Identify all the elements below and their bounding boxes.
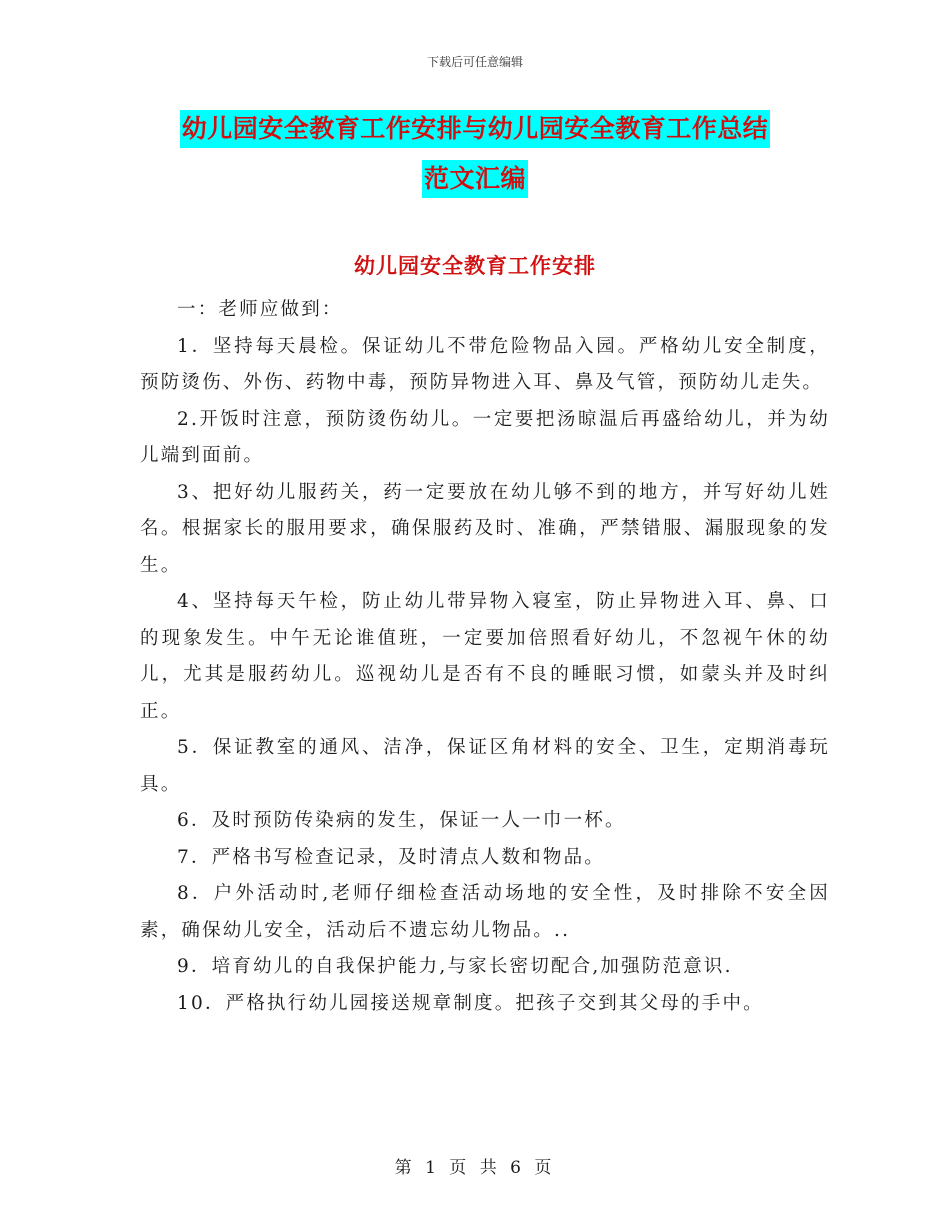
paragraph-item-7: 7．严格书写检查记录，及时清点人数和物品。 — [177, 846, 605, 868]
paragraph-item-4: 4、坚持每天午检，防止幼儿带异物入寝室，防止异物进入耳、鼻、口的现象发生。中午无论谁值班，一定要加倍照看好幼儿，不忽视午休的幼儿，尤其是服药幼儿。巡视幼儿是否有不良的睡眠习惯，如蒙头并及时纠正。 — [140, 591, 830, 722]
paragraph-item-5: 5．保证教室的通风、洁净，保证区角材料的安全、卫生，定期消毒玩具。 — [140, 737, 830, 795]
paragraph-item-2: 2.开饭时注意，预防烫伤幼儿。一定要把汤晾温后再盛给幼儿，并为幼儿端到面前。 — [140, 408, 830, 466]
body-content — [140, 292, 830, 1022]
page-number-footer: 第 1 页 共 6 页 — [394, 1158, 556, 1178]
title-line-2: 范文汇编 — [422, 160, 528, 198]
paragraph-item-1: 1．坚持每天晨检。保证幼儿不带危险物品入园。严格幼儿安全制度，预防烫伤、外伤、药物中毒，预防异物进入耳、鼻及气管，预防幼儿走失。 — [140, 335, 830, 393]
paragraph-item-8: 8．户外活动时,老师仔细检查活动场地的安全性，及时排除不安全因素，确保幼儿安全，活动后不遗忘幼儿物品。.. — [140, 883, 830, 941]
paragraph-item-6: 6．及时预防传染病的发生，保证一人一巾一杯。 — [177, 810, 626, 831]
document-title — [0, 110, 950, 198]
header-note: 下载后可任意编辑 — [426, 55, 523, 69]
paragraph-item-3: 3、把好幼儿服药关，药一定要放在幼儿够不到的地方，并写好幼儿姓名。根据家长的服用要求，确保服药及时、准确，严禁错服、漏服现象的发生。 — [140, 481, 830, 576]
paragraph-item-9: 9．培育幼儿的自我保护能力,与家长密切配合,加强防范意识. — [177, 956, 733, 977]
section-heading: 幼儿园安全教育工作安排 — [354, 253, 596, 278]
title-line-1: 幼儿园安全教育工作安排与幼儿园安全教育工作总结 — [180, 110, 771, 148]
paragraph-item-10: 10．严格执行幼儿园接送规章制度。把孩子交到其父母的手中。 — [177, 992, 764, 1014]
paragraph-intro: 一：老师应做到： — [177, 299, 343, 320]
